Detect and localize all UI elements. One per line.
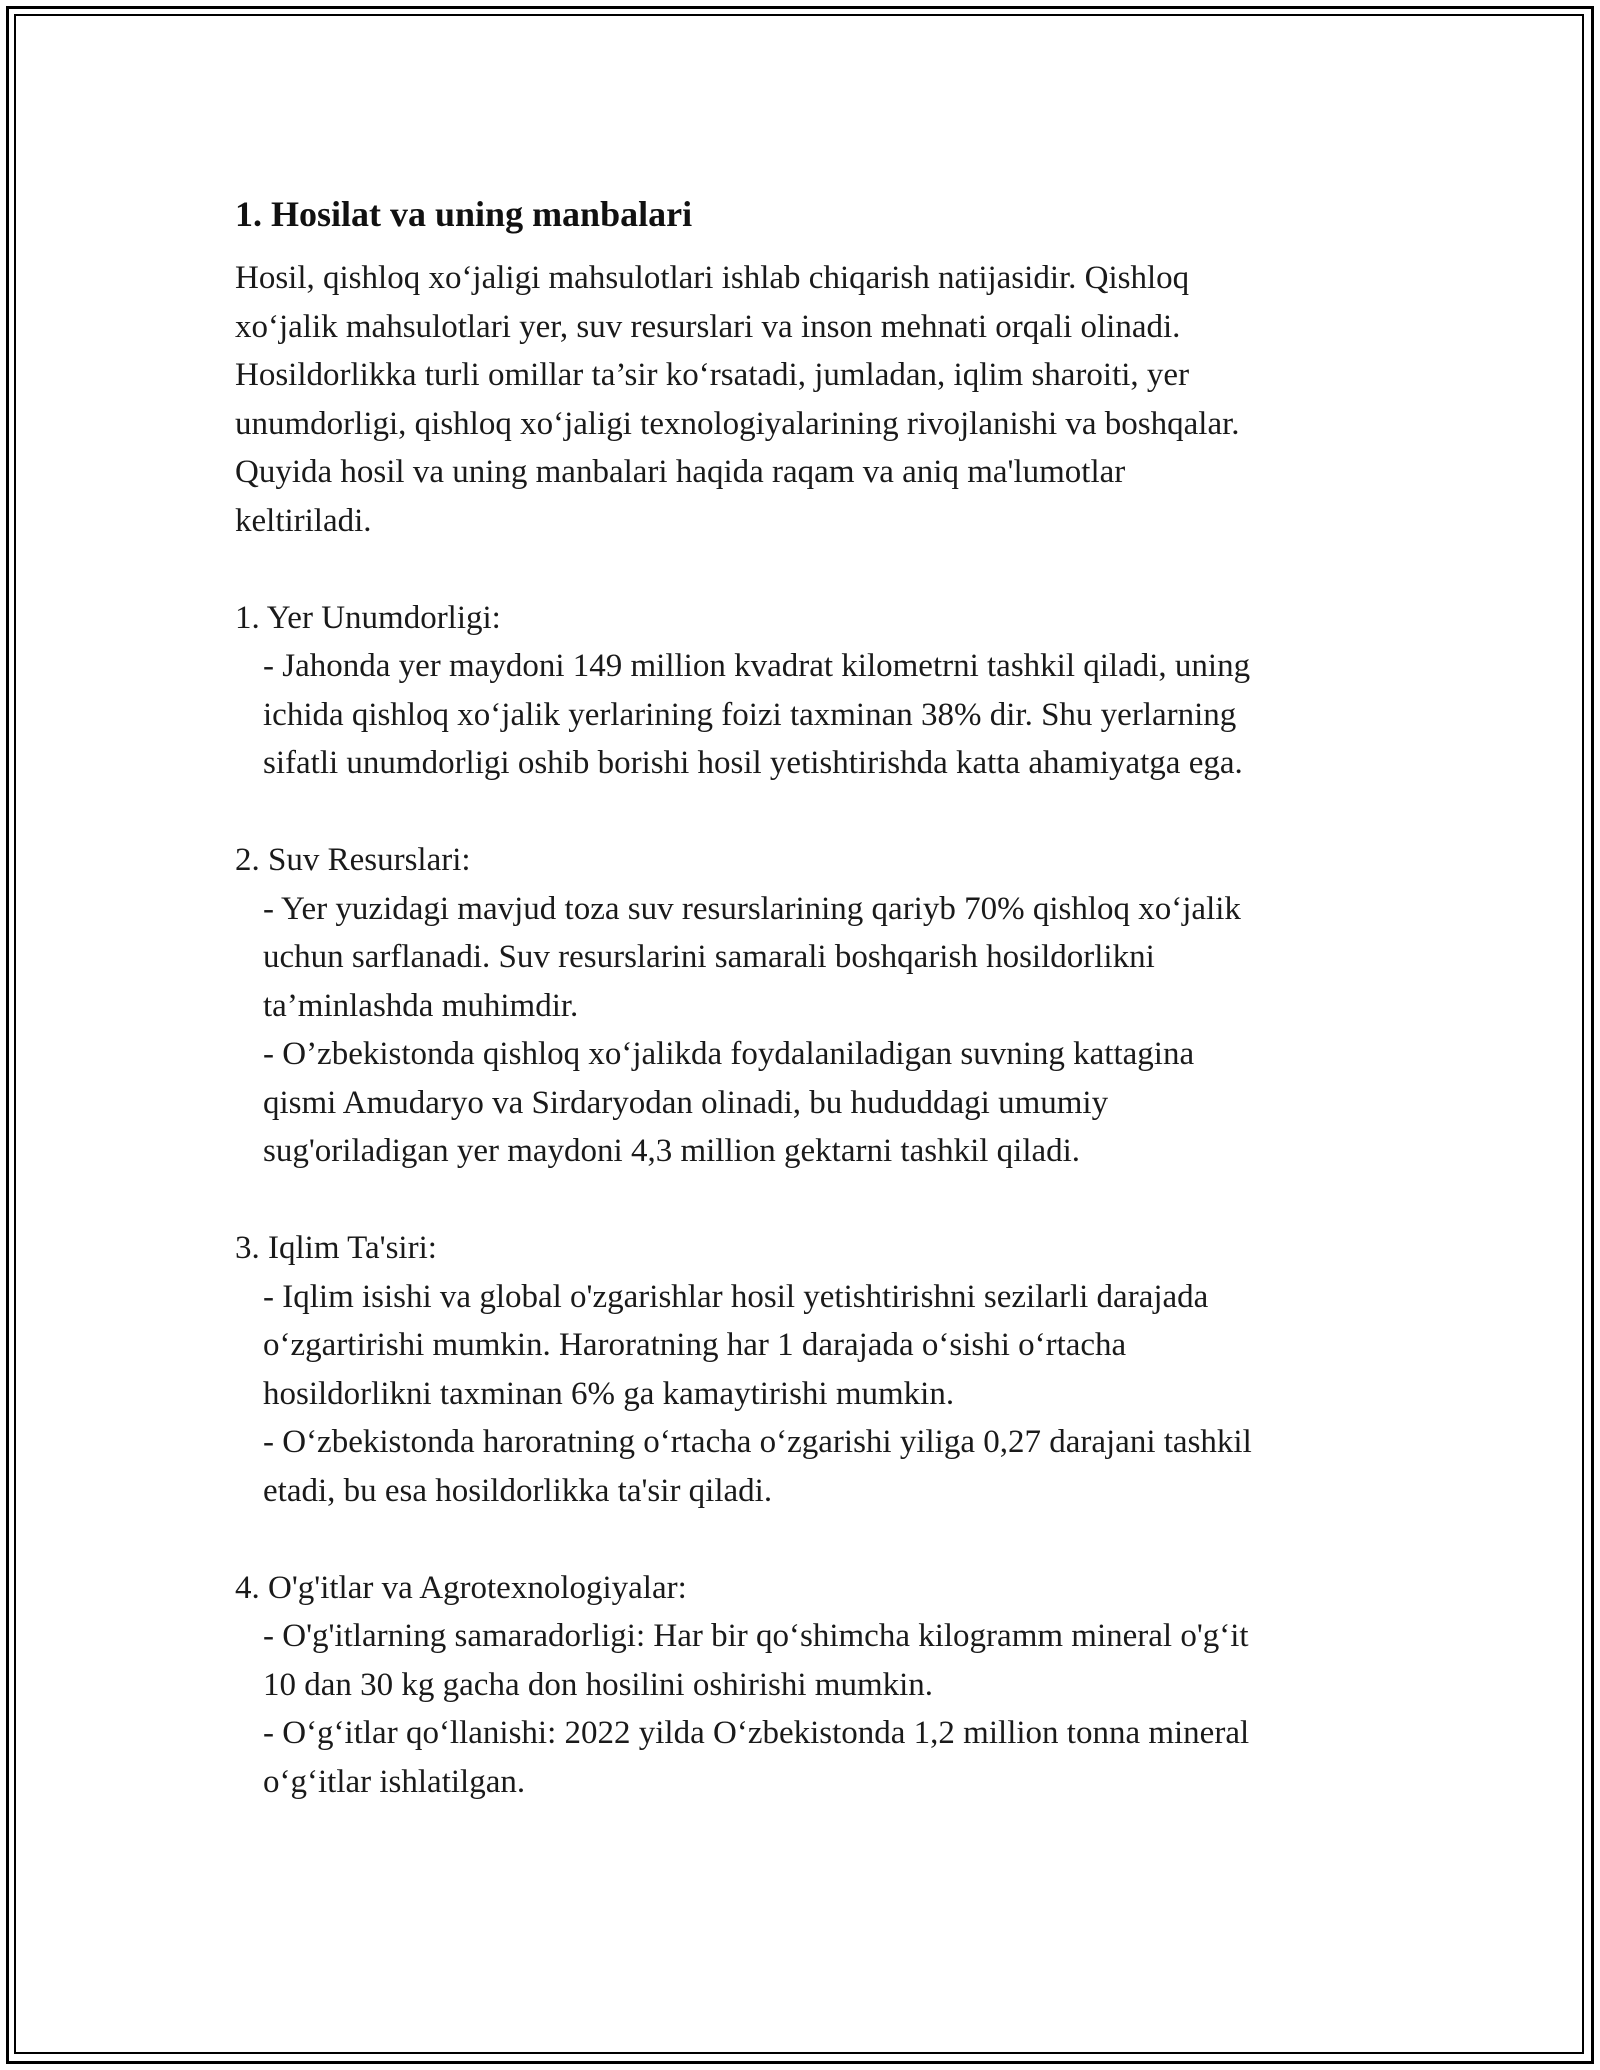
section-item: - O‘zbekistonda haroratning o‘rtacha o‘zgarishi yiliga 0,27 darajani tashkil etadi, bu esa hosildorlikka ta'sir qiladi. [263,1424,1252,1509]
section-water-resources [235,836,1375,1176]
section-item: - Yer yuzidagi mavjud toza suv resurslarining qariyb 70% qishloq xo‘jalik uchun sarflanadi. Suv resurslarini samarali boshqarish hosildorlikni ta’minlashda muhimdir. [263,890,1241,1024]
document-title: 1. Hosilat va uning manbalari [235,194,693,234]
section-heading: 3. Iqlim Ta'siri: [235,1230,437,1266]
section-heading: 2. Suv Resurslari: [235,842,471,878]
section-heading: 4. O'g'itlar va Agrotexnologiyalar: [235,1569,687,1606]
section-item: - O’zbekistonda qishloq xo‘jalikda foydalaniladigan suvning kattagina qismi Amudaryo va Sirdaryodan olinadi, bu hududdagi umumiy sug'oriladigan yer maydoni 4,3 million gektarni tashkil qiladi. [263,1036,1195,1169]
section-item: - Jahonda yer maydoni 149 million kvadrat kilometrni tashkil qiladi, uning ichida qishloq xo‘jalik yerlarining foizi taxminan 38% dir. Shu yerlarning sifatli unumdorligi oshib borishi hosil yetishtirishda katta ahamiyatga ega. [263,648,1251,781]
section-item: - Iqlim isishi va global o'zgarishlar hosil yetishtirishni sezilarli darajada o‘zgartirishi mumkin. Haroratning har 1 darajada o‘sishi o‘rtacha hosildorlikni taxminan 6% ga kamaytirishi mumkin. [263,1278,1209,1412]
section-soil-fertility [235,594,1375,788]
section-fertilizers [235,1564,1375,1807]
section-heading: 1. Yer Unumdorligi: [235,599,501,636]
section-climate-impact [235,1224,1375,1515]
section-item: - O‘g‘itlar qo‘llanishi: 2022 yilda O‘zbekistonda 1,2 million tonna mineral o‘g‘itlar ishlatilgan. [263,1715,1250,1800]
document-body [235,186,1375,1806]
section-item: - O'g'itlarning samaradorligi: Har bir qo‘shimcha kilogramm mineral o'g‘it 10 dan 30 kg gacha don hosilini oshirishi mumkin. [263,1618,1249,1703]
intro-paragraph: Hosil, qishloq xo‘jaligi mahsulotlari ishlab chiqarish natijasidir. Qishloq xo‘jalik mahsulotlari yer, suv resurslari va inson mehnati orqali olinadi. Hosildorlikka turli omillar ta’sir ko‘rsatadi, jumladan, iqlim sharoiti, yer unumdorligi, qishloq xo‘jaligi texnologiyalarining rivojlanishi va boshqalar. Quyida hosil va uning manbalari haqida raqam va aniq ma'lumotlar keltiriladi. [235,260,1240,539]
